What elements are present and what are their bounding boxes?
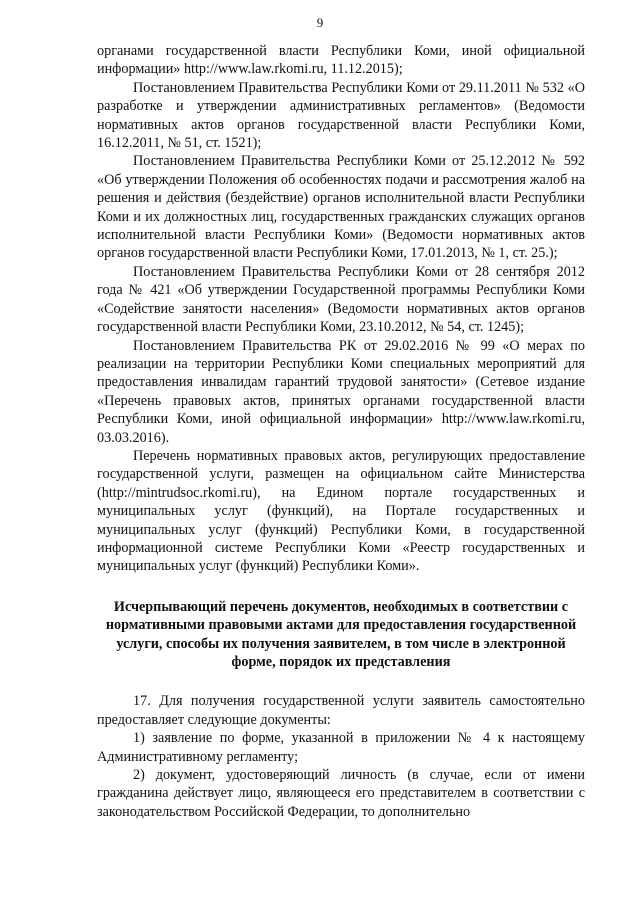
paragraph-continuation: органами государственной власти Республики Коми, иной официальной информации» http://www.law.rkomi.ru, 11.12.2015); bbox=[97, 43, 585, 78]
paragraph-item-17: 17. Для получения государственной услуги заявитель самостоятельно предоставляет следующие документы: bbox=[97, 693, 585, 728]
page-number: 9 bbox=[316, 15, 324, 30]
paragraph-resolution-99: Постановлением Правительства РК от 29.02.2016 № 99 «О мерах по реализации на территории Республики Коми специальных мероприятий для предоставления инвалидам гарантий трудовой занятости» (Сетевое издание «Перечень правовых актов, принятых органами государственной власти Республики Коми, иной официальной информации» http://www.law.rkomi.ru, 03.03.2016). bbox=[97, 337, 585, 446]
paragraph-resolution-592: Постановлением Правительства Республики Коми от 25.12.2012 № 592 «Об утверждении Положения об особенностях подачи и рассмотрения жалоб на решения и действия (бездействие) органов исполнительной власти Республики Коми и их должностных лиц, государственных гражданских служащих органов исполнительной власти Республики Коми» (Ведомости нормативных актов органов государственной власти Республики Коми, 17.01.2013, № 1, ст. 25.); bbox=[97, 153, 585, 262]
paragraph-resolution-532: Постановлением Правительства Республики Коми от 29.11.2011 № 532 «О разработке и утверждении административных регламентов» (Ведомости нормативных актов органов государственной власти Республики Коми, 16.12.2011, № 51, ст. 1521); bbox=[97, 79, 585, 152]
paragraph-subitem-2: 2) документ, удостоверяющий личность (в случае, если от имени гражданина действует лицо, являющееся его представителем в соответствии с законодательством Российской Федерации, то дополнительно bbox=[97, 767, 585, 820]
document-body bbox=[97, 42, 585, 821]
section-heading: Исчерпывающий перечень документов, необходимых в соответствии с нормативными правовыми актами для предоставления государственной услуги, способы их получения заявителем, в том числе в электронной форме, порядок их представления bbox=[105, 598, 577, 670]
paragraph-subitem-1: 1) заявление по форме, указанной в приложении № 4 к настоящему Административному регламенту; bbox=[97, 730, 585, 765]
paragraph-list-of-acts: Перечень нормативных правовых актов, регулирующих предоставление государственной услуги, размещен на официальном сайте Министерства (http://mintrudsoc.rkomi.ru), на Едином портале государственных и муниципальных услуг (функций), на Портале государственных и муниципальных услуг (функций) Республики Коми, в государственной информационной системе Республики Коми «Реестр государственных и муниципальных услуг (функций) Республики Коми». bbox=[97, 447, 585, 575]
paragraph-resolution-421: Постановлением Правительства Республики Коми от 28 сентября 2012 года № 421 «Об утверждении Государственной программы Республики Коми «Содействие занятости населения» (Ведомости нормативных актов органов государственной власти Республики Коми, 23.10.2012, № 54, ст. 1245); bbox=[97, 263, 585, 336]
